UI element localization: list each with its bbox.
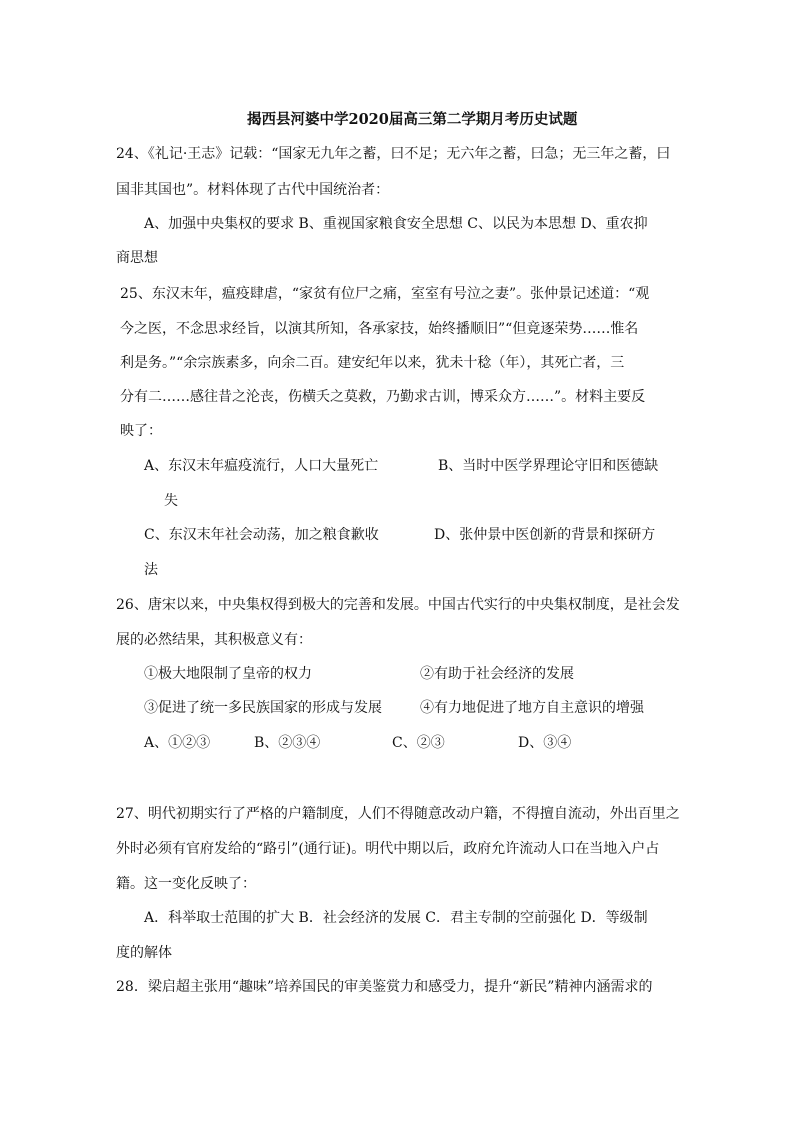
question-24-options: A、加强中央集权的要求 B、重视国家粮食安全思想 C、以民为本思想 D、重农抑 bbox=[144, 216, 648, 232]
question-24-line-2: 国非其国也”。材料体现了古代中国统治者： bbox=[116, 182, 390, 198]
question-25-option-d: D、张仲景中医创新的背景和探研方 bbox=[434, 527, 656, 543]
question-26-item-3: ③促进了统一多民族国家的形成与发展 bbox=[144, 700, 382, 716]
question-25-line-4: 分有二……感往昔之沦丧，伤横夭之莫救，乃勤求古训，博采众方……”。材料主要反 bbox=[120, 389, 646, 405]
question-26-item-1: ①极大地限制了皇帝的权力 bbox=[144, 666, 312, 682]
question-26-item-4: ④有力地促进了地方自主意识的增强 bbox=[420, 700, 644, 716]
question-25-line-1: 25、东汉末年，瘟疫肆虐，“家贫有位尸之痛，室室有号泣之妻”。张仲景记述道：“观 bbox=[120, 286, 650, 302]
question-25-option-b-cont: 失 bbox=[164, 493, 178, 509]
question-24-options-cont: 商思想 bbox=[116, 250, 158, 266]
question-26-line-2: 展的必然结果，其积极意义有： bbox=[116, 632, 312, 648]
question-26-option-a: A、①②③ bbox=[144, 735, 211, 751]
question-27-options-cont: 度的解体 bbox=[116, 945, 172, 961]
question-26-option-c: C、②③ bbox=[392, 735, 445, 751]
question-27-line-3: 籍。这一变化反映了： bbox=[116, 876, 256, 892]
question-25-option-b: B、当时中医学界理论守旧和医德缺 bbox=[438, 458, 659, 474]
question-26-option-b: B、②③④ bbox=[254, 735, 321, 751]
question-28-line-1: 28．梁启超主张用“趣味”培养国民的审美鉴赏力和感受力，提升“新民”精神内涵需求的 bbox=[116, 979, 653, 995]
page-title: 揭西县河婆中学2020届高三第二学期月考历史试题 bbox=[247, 111, 578, 128]
question-25-option-a: A、东汉末年瘟疫流行，人口大量死亡 bbox=[144, 458, 379, 474]
question-25-line-5: 映了： bbox=[120, 423, 162, 439]
question-25-option-c: C、东汉末年社会动荡，加之粮食歉收 bbox=[144, 527, 379, 543]
question-25-line-2: 今之医，不念思求经旨，以演其所知，各承家技，始终播顺旧”“但竟逐荣势……惟名 bbox=[120, 321, 639, 337]
question-27-options: A．科举取士范围的扩大 B．社会经济的发展 C．君主专制的空前强化 D．等级制 bbox=[144, 910, 648, 926]
question-27-line-1: 27、明代初期实行了严格的户籍制度，人们不得随意改动户籍，不得擅自流动，外出百里之 bbox=[116, 806, 680, 822]
question-24-line-1: 24、《礼记·王志》记载：“国家无九年之蓄，曰不足；无六年之蓄，曰急；无三年之蓄，曰 bbox=[116, 146, 671, 162]
question-25-option-d-cont: 法 bbox=[144, 562, 158, 578]
question-26-line-1: 26、唐宋以来，中央集权得到极大的完善和发展。中国古代实行的中央集权制度，是社会发 bbox=[116, 597, 680, 613]
question-26-option-d: D、③④ bbox=[518, 735, 572, 751]
question-25-line-3: 利是务。”“余宗族素多，向余二百。建安纪年以来，犹未十稔（年），其死亡者，三 bbox=[120, 355, 625, 371]
question-27-line-2: 外时必须有官府发给的“路引”(通行证)。明代中期以后，政府允许流动人口在当地入户占 bbox=[116, 841, 660, 857]
question-26-item-2: ②有助于社会经济的发展 bbox=[420, 666, 574, 682]
